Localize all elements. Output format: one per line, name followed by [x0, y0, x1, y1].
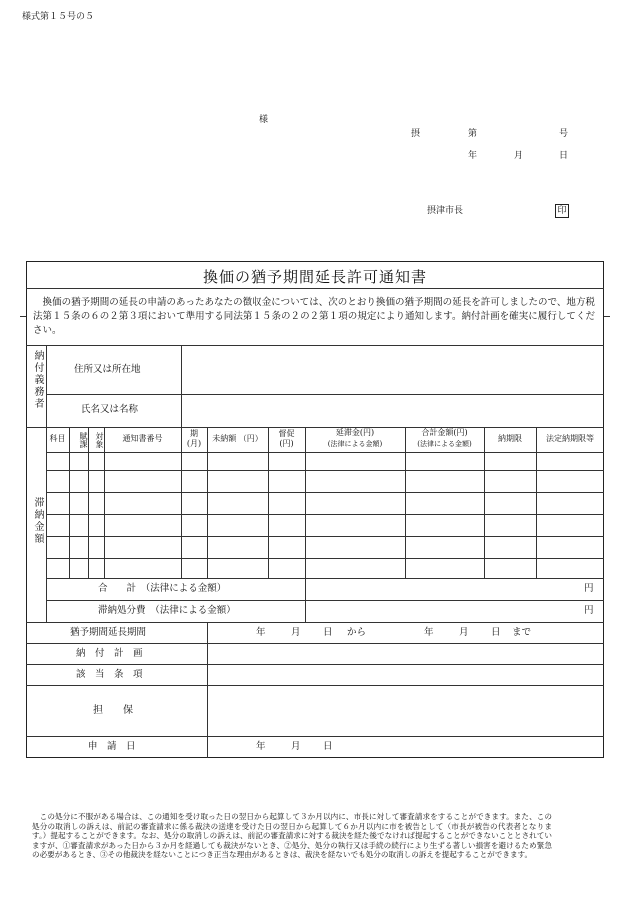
header-total-amount-note: (法律による金額)	[417, 440, 472, 448]
header-fuka: 賦課	[79, 432, 88, 448]
addressee-suffix: 様	[259, 115, 269, 125]
doc-number-prefix: 摂	[411, 129, 421, 139]
application-day: 日	[323, 741, 333, 752]
header-taisho: 対象	[95, 432, 104, 448]
arrears-row-line	[46, 514, 604, 515]
form-number: 様式第１５号の５	[22, 12, 95, 22]
name-label: 氏名又は名称	[81, 404, 139, 415]
date-day: 日	[559, 151, 569, 161]
extension-from-month: 月	[291, 627, 301, 638]
payer-row-divider	[46, 394, 604, 395]
arrears-label: 滞納金額	[32, 497, 43, 545]
extension-from-day: 日	[323, 627, 333, 638]
arrears-col-line	[181, 427, 182, 578]
arrears-col-line	[484, 427, 485, 578]
header-deadline: 納期限	[498, 434, 522, 443]
total-label: 合 計 （法律による金額）	[98, 583, 227, 594]
header-period: 期 (月)	[186, 429, 202, 448]
fold-mark-left	[20, 316, 26, 317]
header-delay-fee-note: (法律による金額)	[327, 440, 383, 448]
document-title: 換価の猶予期間延長許可通知書	[202, 268, 427, 286]
doc-number-go: 号	[559, 129, 569, 139]
fee-yen: 円	[584, 605, 594, 616]
address-label: 住所又は所在地	[74, 364, 141, 375]
application-month: 月	[291, 741, 301, 752]
application-year: 年	[256, 741, 266, 752]
payer-label-divider	[181, 345, 182, 427]
arrears-row-line	[46, 558, 604, 559]
arrears-col-line	[104, 427, 105, 578]
header-legal-deadline: 法定納期限等	[546, 434, 594, 443]
lower-row-line	[26, 736, 604, 737]
arrears-row-line	[46, 536, 604, 537]
extension-from-year: 年	[256, 627, 266, 638]
issuer: 摂津市長	[427, 206, 464, 216]
lower-row-line	[26, 685, 604, 686]
fee-label: 滞納処分費 （法律による金額）	[98, 605, 236, 616]
arrears-col-line	[207, 427, 208, 578]
arrears-col-line	[405, 427, 406, 578]
left-label-column-line	[46, 345, 47, 622]
extension-from: から	[347, 627, 367, 638]
date-year: 年	[468, 151, 478, 161]
fold-mark-right	[604, 316, 610, 317]
payer-label: 納付義務者	[32, 350, 43, 410]
header-unpaid: 未納額 （円）	[212, 434, 263, 443]
header-kamoku: 科目	[49, 434, 66, 443]
section-divider-payer	[26, 345, 604, 346]
appeal-notice: この処分に不服がある場合は、この通知を受け取った日の翌日から起算して３か月以内に、市長に対して審査請求をすることができます。また、この処分の取消しの訴えは、前記の審査請求に係る裁決の送達を受けた日の翌日から起算して６か月以内に市を被告として（市長が被告の代表者となります。）提起することができます。なお、処分の取消しの訴えは、前記の審査請求に対する裁決を経た後でなければ提起することができないこととされていますが、①審査請求があった日から３か月を経過しても裁決がないとき、②処分、処分の執行又は手続の続行により生ずる著しい損害を避けるため緊急の必要があるとき、③その他裁決を経ないことにつき正当な理由があるときは、裁決を経ないでも処分の取消しの訴えを提起することができます。	[32, 812, 552, 859]
extension-period-label: 猶予期間延長期間	[70, 627, 147, 638]
arrears-header-bottom	[46, 452, 604, 453]
extension-to-day: 日	[491, 627, 501, 638]
title-divider	[26, 288, 604, 289]
arrears-row-line	[46, 578, 604, 579]
extension-to-month: 月	[459, 627, 469, 638]
extension-until: まで	[512, 627, 532, 638]
header-tokusoku: 督促 (円)	[278, 429, 295, 448]
extension-to-year: 年	[424, 627, 434, 638]
seal-mark: 印	[555, 204, 569, 218]
arrears-col-line	[536, 427, 537, 578]
collateral-label: 担 保	[93, 705, 133, 716]
lower-row-line	[26, 664, 604, 665]
applicable-clause-label: 該 当 条 項	[76, 669, 143, 680]
application-date-label: 申 請 日	[88, 741, 136, 752]
lower-row-line	[26, 643, 604, 644]
doc-number-dai: 第	[468, 129, 478, 139]
header-delay-fee: 延滞金(円)	[335, 428, 375, 437]
header-total-amount: 合計金額(円)	[421, 428, 468, 437]
arrears-row-line	[46, 492, 604, 493]
arrears-row-line	[46, 470, 604, 471]
extension-top-line	[26, 622, 604, 623]
payment-plan-label: 納 付 計 画	[76, 648, 143, 659]
arrears-col-line	[305, 427, 306, 622]
total-row-line	[46, 600, 604, 601]
date-month: 月	[514, 151, 524, 161]
header-notice-number: 通知書番号	[122, 434, 163, 443]
arrears-col-line	[268, 427, 269, 578]
total-yen: 円	[584, 583, 594, 594]
notice-body-text: 換価の猶予期間の延長の申請のあったあなたの徴収金については、次のとおり換価の猶予期間の延長を許可しましたので、地方税法第１５条の６の２第３項において準用する同法第１５条の２の２第１項の規定により通知します。納付計画を確実に履行してください。	[33, 297, 595, 336]
